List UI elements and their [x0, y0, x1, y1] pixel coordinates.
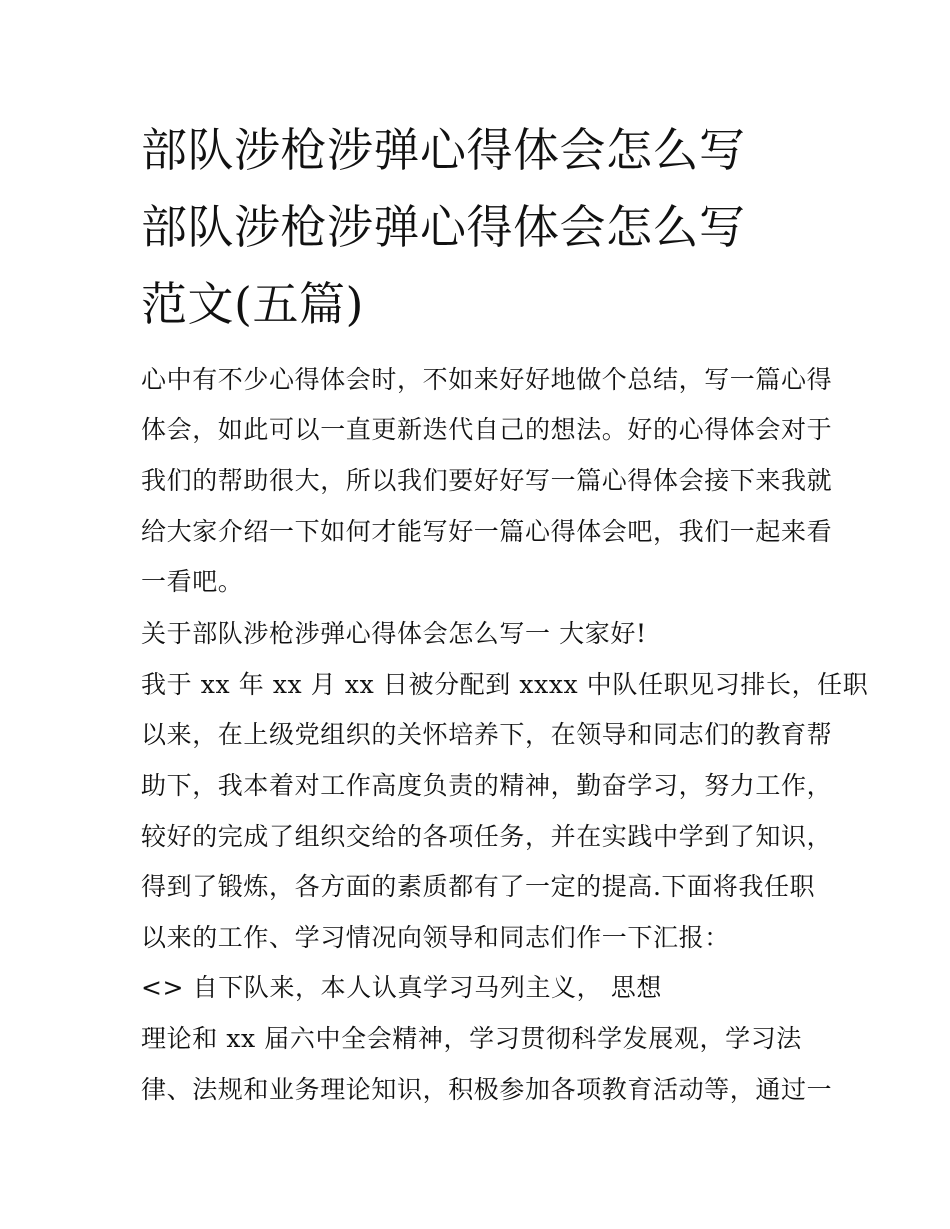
paragraph-line: 以来，在上级党组织的关怀培养下，在领导和同志们的教育帮: [141, 720, 833, 749]
title-line: 范文(五篇): [141, 277, 364, 331]
document-title: [141, 112, 821, 343]
paragraph-line: 助下，我本着对工作高度负责的精神，勤奋学习，努力工作，: [141, 771, 833, 800]
paragraph-line: 我于 xx 年 xx 月 xx 日被分配到 xxxx 中队任职见习排长，任职: [141, 670, 869, 699]
continuation-line: 律、法规和业务理论知识，积极参加各项教育活动等，通过一: [141, 1075, 833, 1104]
intro-line: 心中有不少心得体会时，不如来好好地做个总结，写一篇心得: [141, 365, 833, 394]
paragraph-line: 较好的完成了组织交给的各项任务，并在实践中学到了知识，: [141, 822, 833, 851]
paragraph-line: 得到了锻炼，各方面的素质都有了一定的提高.下面将我任职: [141, 872, 816, 901]
paragraph-line: 以来的工作、学习情况向领导和同志们作一下汇报：: [141, 923, 730, 952]
section-heading: 关于部队涉枪涉弹心得体会怎么写一 大家好!: [141, 619, 647, 648]
title-line: 部队涉枪涉弹心得体会怎么写: [141, 123, 746, 177]
list-item-line: <> 自下队来，本人认真学习马列主义， 思想: [141, 973, 662, 1002]
continuation-line: 理论和 xx 届六中全会精神，学习贯彻科学发展观，学习法: [141, 1024, 802, 1053]
title-line: 部队涉枪涉弹心得体会怎么写: [141, 200, 746, 254]
intro-line: 给大家介绍一下如何才能写好一篇心得体会吧，我们一起来看: [141, 517, 833, 546]
intro-line: 体会，如此可以一直更新迭代自己的想法。好的心得体会对于: [141, 415, 833, 444]
intro-line: 我们的帮助很大，所以我们要好好写一篇心得体会接下来我就: [141, 466, 833, 495]
intro-line: 一看吧。: [141, 567, 244, 596]
